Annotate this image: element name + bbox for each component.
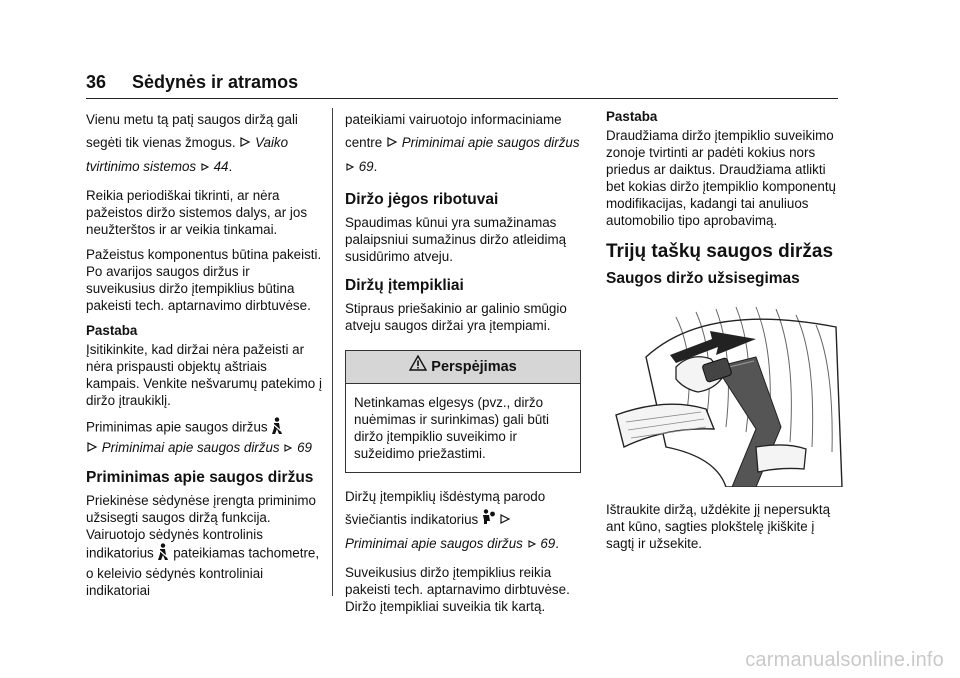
heading-three-point-belt: Trijų taškų saugos diržas [606, 241, 834, 262]
reference-page[interactable]: 69 [297, 439, 312, 455]
paragraph-one-belt-one-person: Vienu metu tą patį saugos diržą gali segėti tik vienas žmogus. Vaiko tvirtinimo sistemos 44. [86, 108, 322, 179]
column-middle [345, 108, 581, 623]
column-divider [332, 108, 333, 596]
paragraph-force-limiters: Spaudimas kūnui yra sumažinamas palaipsniui sumažinus diržo atleidimą susidūrimo atveju. [345, 214, 567, 264]
warning-header [346, 351, 580, 384]
heading-seatbelt-reminder: Priminimas apie saugos diržus [86, 468, 314, 486]
warning-triangle-icon [409, 351, 427, 383]
note-label: Pastaba [606, 109, 658, 124]
paragraph-pretensioners: Stipraus priešakinio ar galinio smūgio atveju saugos diržai yra įtempiami. [345, 300, 567, 333]
paragraph-driver-info-center: pateikiami vairuotojo informaciniame centre Priminimai apie saugos diržus 69. [345, 108, 581, 179]
column-right [606, 108, 844, 560]
seatbelt-reminder-icon [271, 417, 283, 439]
page-arrow-icon [527, 533, 537, 556]
reference-link[interactable]: Vaiko tvirtinimo sistemos [86, 135, 289, 174]
heading-fastening: Saugos diržo užsisegimas [606, 270, 800, 287]
page-arrow-icon [200, 156, 210, 179]
paragraph-reminder-function: Priekinėse sėdynėse įrengta priminimo užsisegti saugos diržą funkcija. Vairuotojo sėdynės kontrolinis indikatorius pateikiamas tachometre, o keleivio sėdynės kontroliniai indikatoriai [86, 492, 320, 598]
section-title: Sėdynės ir atramos [132, 72, 299, 92]
reference-page[interactable]: 69 [358, 158, 374, 174]
paragraph-fasten-instructions: Ištraukite diržą, uždėkite jį nepersuktą ant kūno, sagties plokštelę įkiškite į sagtį ir užsekite. [606, 502, 831, 551]
reference-page[interactable]: 69 [540, 535, 556, 551]
heading-force-limiters: Diržo jėgos ribotuvai [345, 190, 499, 208]
reference-link[interactable]: Priminimai apie saugos diržus [345, 535, 523, 551]
warning-box [345, 350, 581, 473]
airbag-indicator-icon [482, 509, 495, 532]
paragraph-reminder: Priminimas apie saugos diržus Priminimai apie saugos diržus 69 [86, 417, 322, 457]
page-arrow-icon [345, 156, 355, 179]
reference-link[interactable]: Priminimai apie saugos diržus [101, 439, 280, 455]
paragraph-indicator: Diržų įtempiklių išdėstymą parodo šviečiantis indikatorius Priminimai apie saugos diržus 69. [345, 485, 581, 556]
page-number: 36 [86, 72, 107, 92]
heading-pretensioners: Diržų įtempikliai [345, 276, 464, 294]
reference-arrow-icon [499, 509, 511, 532]
paragraph-periodic-check: Reikia periodiškai tikrinti, ar nėra pažeistos diržo sistemos dalys, ar jos neužterštos ir ar veikia tinkamai. [86, 187, 308, 237]
reference-arrow-icon [86, 440, 98, 457]
note-label: Pastaba [86, 322, 138, 338]
reference-link[interactable]: Priminimai apie saugos diržus [401, 135, 580, 150]
seatbelt-illustration [606, 297, 844, 487]
page-arrow-icon [283, 440, 293, 457]
page-header [86, 70, 838, 99]
note-text: Įsitikinkite, kad diržai nėra pažeisti ar nėra prispausti objektų aštriais kampais. Venkite nešvarumų patekimo į diržo įtraukiklį. [86, 341, 322, 408]
reference-arrow-icon [386, 132, 398, 155]
note-text: Draudžiama diržo įtempiklio suveikimo zonoje tvirtinti ar padėti kokius nors priedus ar daiktus. Draudžiama atlikti bet kokias diržo įtempiklio komponentų modifikacijas, kadangi tai anuliuos automobilio tipo aprobavimą. [606, 128, 836, 228]
reference-arrow-icon [239, 132, 251, 155]
paragraph-replace-components: Pažeistus komponentus būtina pakeisti. Po avarijos saugos diržus ir suveikusius diržo įtempiklius būtina pakeisti tech. aptarnavimo dirbtuvėse. [86, 246, 322, 313]
paragraph-replace-pretensioners: Suveikusius diržo įtempiklius reikia pakeisti tech. aptarnavimo dirbtuvėse. Diržo įtempikliai suveikia tik kartą. [345, 564, 570, 614]
seatbelt-reminder-icon [157, 543, 169, 565]
watermark: carmanualsonline.info [745, 649, 944, 671]
warning-text: Netinkamas elgesys (pvz., diržo nuėmimas ir surinkimas) gali būti diržo įtempiklio suveikimo ir sužeidimo priežastimi. [354, 394, 549, 461]
column-left [86, 108, 322, 607]
reference-page[interactable]: 44 [213, 158, 229, 174]
warning-title: Perspėjimas [431, 358, 517, 375]
